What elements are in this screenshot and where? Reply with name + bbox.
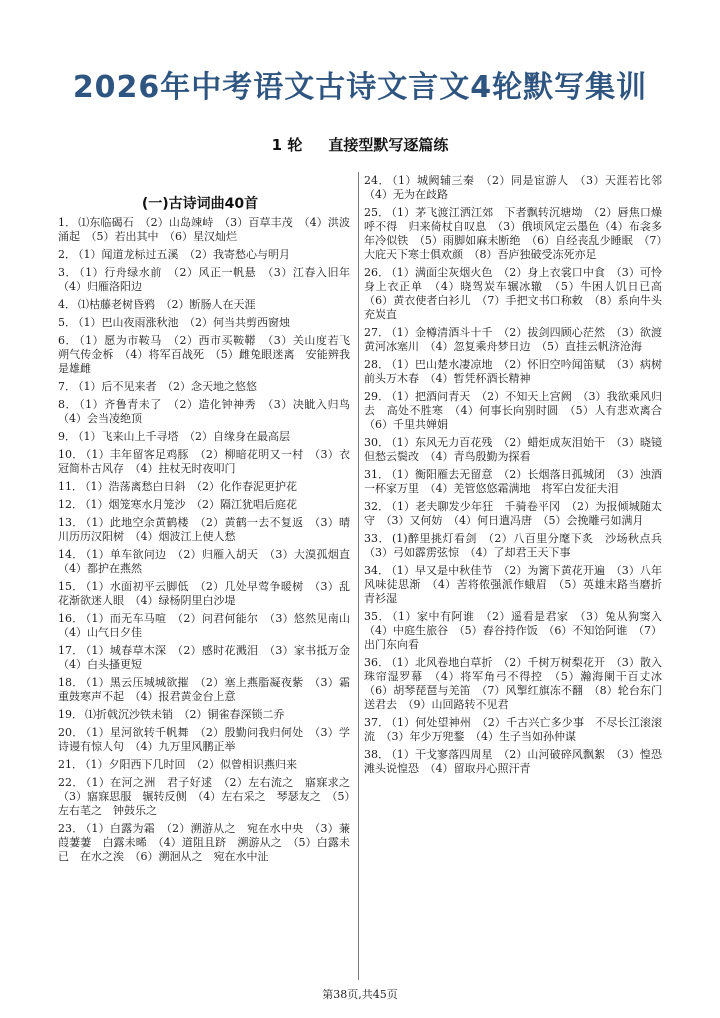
answer-item: 7． （1）后不见来者 （2）念天地之悠悠 (58, 380, 257, 393)
answer-item: 3． （1）行舟绿水前 （2）风正一帆悬 （3）江春入旧年 （4）归雁洛阳边 (58, 266, 361, 293)
answer-item: 18． （1）黑云压城城欲摧 （2）塞上燕脂凝夜紫 （3）霜重鼓寒声不起 （4）报君黄金台上意 (58, 676, 351, 703)
left-column (58, 216, 362, 868)
answer-item: 25． （1）茅飞渡江洒江郊 下者飘转沉塘坳 （2）唇焦口燥呼不得 归来倚杖自叹息 （3）俄顷风定云墨色（4）布衾多年冷似铁 （5）雨脚如麻未断绝 （6）自经丧乱少睡眠 （7）大庇天下寒士俱欢颜 （8）吾庐独破受冻死亦足 (364, 206, 662, 261)
answer-item: 1． ⑴东临碣石 （2）山岛竦峙 （3）百草丰茂 （4）洪波涌起 （5）若出其中 （6）星汉灿烂 (58, 216, 350, 243)
answer-item: 2． （1）闻道龙标过五溪 （2）我寄愁心与明月 (58, 248, 290, 261)
answer-item: 13． （1）此地空余黄鹤楼 （2）黄鹤一去不复返 （3）晴川历历汉阳树 （4）烟波江上使人愁 (58, 516, 351, 543)
answer-item: 20． （1）星河欲转千帆舞 （2）殷勤问我归何处 （3）学诗谩有惊人句 （4）九万里风鹏正举 (58, 726, 351, 753)
answer-item: 24． （1）城阙辅三秦 （2）同是宦游人 （3）天涯若比邻 （4）无为在歧路 (364, 174, 673, 201)
answer-item: 8． （1）齐鲁青未了 （2）造化钟神秀 （3）决眦入归鸟 （4）会当凌绝顶 (58, 398, 361, 425)
answer-item: 34． （1）早又是中秋佳节 （2）为篱下黄花开遍 （3）八年风味徒思渐 （4）苦将侬强派作蛾眉 （5）英雄末路当磨折 青衫湿 (364, 564, 673, 605)
answer-item: 4． ⑴枯藤老树昏鸦 （2）断肠人在天涯 (58, 298, 256, 311)
answer-item: 19． ⑴折戟沉沙铁未销 （2）铜雀春深锁二乔 (58, 708, 285, 721)
round-label: 1 轮 (271, 136, 303, 154)
round-subtitle (0, 134, 720, 155)
answer-item: 26． （1）满面尘灰烟火色 （2）身上衣裳口中食 （3）可怜身上衣正单 （4）晓驾炭车辗冰辙 （5）牛困人饥日已高 （6）黄衣使者白衫儿 （7）手把文书口称敕 （8）系向牛头充炭直 (364, 266, 673, 321)
document-title: 2026年中考语文古诗文言文4轮默写集训 (72, 70, 648, 105)
answer-item: 28． （1）巴山楚水凄凉地 （2）怀旧空吟闻笛赋 （3）病树前头万木春 （4）暂凭杯酒长精神 (364, 358, 663, 385)
answer-item: 30． （1）东风无力百花残 （2）蜡炬成灰泪始干 （3）晓镜但愁云鬓改 （4）青鸟殷勤为探看 (364, 436, 663, 463)
answer-item: 12． （1）烟笼寒水月笼沙 （2）隔江犹唱后庭花 (58, 498, 297, 511)
answer-item: 5． （1）巴山夜雨涨秋池 （2）何当共剪西窗烛 (58, 316, 290, 329)
answer-item: 6． （1）愿为市鞍马 （2）西市买鞍鞯 （3）关山度若飞 朔气传金柝 （4）将军百战死 （5）雌兔眼迷离 安能辨我是雄雌 (58, 334, 361, 375)
answer-item: 9． （1）飞来山上千寻塔 （2）自缘身在最高层 (58, 430, 290, 443)
round-topic: 直接型默写逐篇练 (328, 136, 449, 154)
answer-item: 32． （1）老夫聊发少年狂 千骑卷平冈 （2）为报倾城随太守 （3）又何妨 （4）何日遣冯唐 （5）会挽雕弓如满月 (364, 500, 662, 527)
answer-item: 17． （1）城春草木深 （2）感时花溅泪 （3）家书抵万金 （4）白头搔更短 (58, 644, 362, 671)
answer-item: 35． （1）家中有阿谁 （2）遥看是君家 （3）兔从狗窦入 （4）中庭生旅谷 （5）舂谷持作饭 （6）不知饴阿谁 （7）出门东向看 (364, 610, 673, 651)
answer-item: 38． （1）干戈寥落四周星 （2）山河破碎风飘絮 （3）惶恐滩头说惶恐 （4）留取丹心照汗青 (364, 748, 663, 775)
section-title: (一)古诗词曲40首 (141, 196, 259, 212)
right-column (364, 174, 673, 780)
answer-item: 11． （1）浩荡离愁白日斜 （2）化作春泥更护花 (58, 480, 297, 493)
answer-item: 36． （1）北风卷地白草折 （2）千树万树梨花开 （3）散入珠帘湿罗幕 （4）将军角弓不得控 （5）瀚海阑干百丈冰 （6）胡琴琵琶与羌笛 （7）风掣红旗冻不翻 （8）轮台东门送君去 （9）山回路转不见君 (364, 656, 673, 711)
answer-item: 16． （1）而无车马喧 （2）问君何能尔 （3）悠然见南山 （4）山气日夕佳 (58, 612, 362, 639)
answer-item: 22． （1）在河之洲 君子好逑 （2）左右流之 寤寐求之 （3）寤寐思服 辗转反侧 （4）左右采之 琴瑟友之 （5）左右芼之 钟鼓乐之 (58, 776, 362, 817)
answer-item: 10． （1）丰年留客足鸡豚 （2）柳暗花明又一村 （3）衣冠简朴古风存 （4）拄杖无时夜叩门 (58, 448, 351, 475)
page-footer: 第38页,共45页 (322, 988, 398, 1001)
answer-item: 27． （1）金樽清酒斗十千 （2）拔剑四顾心茫然 （3）欲渡黄河冰塞川 （4）忽复乘舟梦日边 （5）直挂云帆济沧海 (364, 326, 663, 353)
column-divider (358, 172, 359, 980)
answer-item: 15． （1）水面初平云脚低 （2）几处早莺争暖树 （3）乱花渐欲迷人眼 （4）绿杨阴里白沙堤 (58, 580, 351, 607)
answer-item: 29． （1）把酒问青天 （2）不知天上宫阙 （3）我欲乘风归去 高处不胜寒 （4）何事长向别时圆 （5）人有悲欢离合 （6）千里共婵娟 (364, 390, 673, 431)
answer-item: 21． （1）夕阳西下几时回 （2）似曾相识燕归来 (58, 758, 297, 771)
answer-item: 33． (1)醉里挑灯看剑 （2）八百里分麾下炙 沙场秋点兵 （3）弓如霹雳弦惊 （4）了却君王天下事 (364, 532, 673, 559)
answer-item: 23． （1）白露为霜 （2）溯游从之 宛在水中央 （3）蒹葭萋萋 白露未晞 （4）道阻且跻 溯游从之 （5）白露未已 在水之涘 （6）溯洄从之 宛在水中沚 (58, 822, 351, 863)
answer-item: 31． （1）衡阳雁去无留意 （2）长烟落日孤城闭 （3）浊酒一杯家万里 （4）羌管悠悠霜满地 将军白发征夫泪 (364, 468, 663, 495)
answer-item: 14． （1）单车欲问边 （2）归雁入胡天 （3）大漠孤烟直 （4）都护在燕然 (58, 548, 362, 575)
answer-item: 37． （1）何处望神州 （2）千古兴亡多少事 不尽长江滚滚流 （3）年少万兜鍪 （4）生子当如孙仲谋 (364, 716, 662, 743)
